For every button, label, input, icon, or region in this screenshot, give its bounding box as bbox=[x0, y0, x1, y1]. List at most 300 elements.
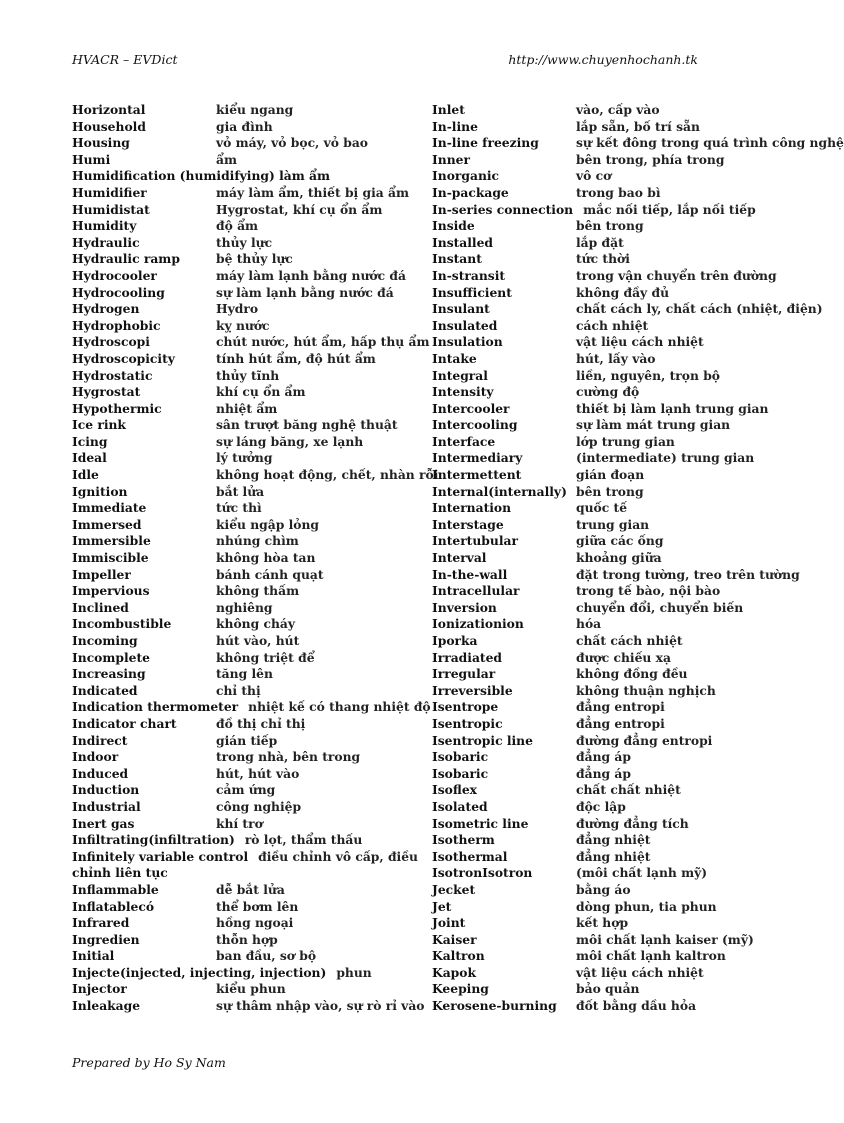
entry-term: Irreversible bbox=[432, 682, 513, 698]
entry-term: Integral bbox=[432, 367, 488, 383]
entry-definition: trung gian bbox=[576, 516, 650, 532]
glossary-entry bbox=[432, 351, 777, 368]
glossary-entry bbox=[432, 733, 777, 750]
entry-term: Immersed bbox=[72, 516, 142, 532]
glossary-entry bbox=[72, 168, 417, 185]
glossary-entry bbox=[432, 517, 777, 534]
glossary-entry bbox=[72, 467, 439, 484]
glossary-entry bbox=[432, 716, 777, 733]
glossary-entry bbox=[72, 384, 417, 401]
entry-term: Inclined bbox=[72, 599, 129, 615]
entry-definition: chỉ thị bbox=[216, 682, 261, 698]
entry-definition: dễ bắt lửa bbox=[216, 881, 285, 897]
entry-term: Inleakage bbox=[72, 998, 141, 1014]
entry-definition: không thuận nghịch bbox=[576, 682, 716, 698]
entry-term: Irregular bbox=[432, 666, 496, 682]
glossary-entry bbox=[72, 251, 417, 268]
glossary-entry bbox=[72, 766, 417, 783]
entry-term: Jecket bbox=[432, 881, 476, 897]
glossary-entry bbox=[432, 401, 777, 418]
entry-term: Humidifier bbox=[72, 184, 147, 200]
glossary-entry bbox=[72, 981, 417, 998]
entry-definition: không hòa tan bbox=[216, 550, 316, 566]
entry-definition: mắc nối tiếp, lắp nối tiếp bbox=[583, 201, 756, 217]
entry-definition: không hoạt động, chết, nhàn rỗi bbox=[216, 467, 439, 483]
glossary-entry bbox=[72, 865, 417, 882]
entry-term: Instant bbox=[432, 251, 482, 267]
glossary-entry bbox=[72, 484, 417, 501]
entry-term: Ignition bbox=[72, 483, 128, 499]
entry-term: Hydrostatic bbox=[72, 367, 153, 383]
glossary-entry bbox=[432, 434, 777, 451]
glossary-entry bbox=[432, 849, 777, 866]
entry-definition: bên trong bbox=[576, 483, 644, 499]
entry-definition: môi chất lạnh kaltron bbox=[576, 948, 726, 964]
glossary-entry bbox=[432, 235, 777, 252]
entry-term: Hydraulic bbox=[72, 234, 140, 250]
entry-term: Hydraulic ramp bbox=[72, 251, 180, 267]
glossary-entry bbox=[72, 533, 417, 550]
glossary-entry bbox=[72, 417, 417, 434]
glossary-entry bbox=[432, 318, 777, 335]
glossary-entry bbox=[72, 567, 417, 584]
glossary-entry bbox=[72, 666, 417, 683]
glossary-entry bbox=[72, 948, 417, 965]
entry-term: Kerosene-burning bbox=[432, 998, 557, 1014]
entry-definition: dòng phun, tia phun bbox=[576, 898, 717, 914]
entry-term: In-line bbox=[432, 118, 478, 134]
entry-definition: giữa các ống bbox=[576, 533, 664, 549]
entry-term: Indication thermometer bbox=[72, 699, 239, 715]
entry-term: Isentrope bbox=[432, 699, 499, 715]
glossary-entry bbox=[432, 202, 777, 219]
glossary-entry bbox=[432, 600, 777, 617]
entry-definition: nhiệt kế có thang nhiệt độ bbox=[248, 699, 431, 715]
entry-definition: trong tế bào, nội bào bbox=[576, 583, 721, 599]
entry-definition: lý tưởng bbox=[216, 450, 273, 466]
entry-definition: độ ẩm bbox=[216, 218, 259, 234]
entry-term: Humi bbox=[72, 151, 111, 167]
glossary-entry bbox=[72, 849, 417, 866]
glossary-entry bbox=[72, 749, 417, 766]
entry-definition: đẳng áp bbox=[576, 749, 631, 765]
entry-term: Isoflex bbox=[432, 782, 477, 798]
entry-definition: gia đình bbox=[216, 118, 273, 134]
glossary-entry bbox=[432, 533, 777, 550]
entry-definition: sự láng băng, xe lạnh bbox=[216, 433, 364, 449]
entry-definition: sân trượt băng nghệ thuật bbox=[216, 417, 398, 433]
glossary-entry bbox=[72, 616, 417, 633]
glossary-entry bbox=[72, 633, 417, 650]
entry-definition: tức thì bbox=[216, 500, 262, 516]
glossary-entry bbox=[72, 235, 417, 252]
entry-term: Intake bbox=[432, 350, 477, 366]
entry-term: Isothermal bbox=[432, 848, 508, 864]
glossary-entry bbox=[432, 566, 800, 584]
entry-definition: (intermediate) trung gian bbox=[576, 450, 755, 466]
entry-definition: máy làm ẩm, thiết bị gia ẩm bbox=[216, 184, 410, 200]
glossary-entry bbox=[432, 550, 777, 567]
entry-term: Ideal bbox=[72, 450, 107, 466]
glossary-entry bbox=[432, 865, 777, 882]
entry-definition: sự làm lạnh bằng nước đá bbox=[216, 284, 394, 300]
glossary-entry bbox=[432, 218, 777, 235]
glossary-entry bbox=[72, 102, 417, 119]
entry-definition: kiểu ngập lỏng bbox=[216, 516, 320, 532]
entry-definition: vật liệu cách nhiệt bbox=[576, 334, 704, 350]
entry-definition: bảo quản bbox=[576, 981, 640, 997]
entry-definition: độc lập bbox=[576, 798, 626, 814]
entry-term: Inner bbox=[432, 151, 470, 167]
entry-term: Humidistat bbox=[72, 201, 150, 217]
entry-definition: đẳng entropi bbox=[576, 699, 665, 715]
glossary-entry bbox=[72, 899, 417, 916]
entry-definition: đẳng áp bbox=[576, 765, 631, 781]
entry-term: Inert gas bbox=[72, 815, 135, 831]
entry-definition: môi chất lạnh kaiser (mỹ) bbox=[576, 931, 754, 947]
glossary-entry bbox=[72, 434, 417, 451]
entry-definition: sự làm mát trung gian bbox=[576, 417, 731, 433]
entry-term: Ice rink bbox=[72, 417, 126, 433]
glossary-entry bbox=[432, 998, 777, 1015]
entry-definition: không triệt để bbox=[216, 649, 315, 665]
entry-term: Idle bbox=[72, 467, 99, 483]
entry-definition: cách nhiệt bbox=[576, 317, 649, 333]
entry-term: Intracellular bbox=[432, 583, 520, 599]
entry-definition: thỗn hợp bbox=[216, 931, 278, 947]
glossary-entry bbox=[432, 650, 777, 667]
glossary-entry bbox=[432, 882, 777, 899]
entry-definition: đẳng entropi bbox=[576, 715, 665, 731]
glossary-entry bbox=[432, 301, 823, 318]
entry-term: Initial bbox=[72, 948, 115, 964]
entry-definition: đồ thị chỉ thị bbox=[216, 715, 306, 731]
entry-term: Isobaric bbox=[432, 749, 489, 765]
entry-definition: hút vào, hút bbox=[216, 633, 300, 648]
entry-definition: không cháy bbox=[216, 616, 296, 632]
header-url: http://www.chuyenhochanh.tk bbox=[508, 52, 698, 67]
entry-term: Injecte(injected, injecting, injection) bbox=[72, 964, 327, 980]
entry-term: Joint bbox=[432, 915, 466, 931]
entry-definition: vô cơ bbox=[576, 168, 612, 184]
entry-term: Infinitely variable control bbox=[72, 848, 249, 864]
entry-definition: trong vận chuyển trên đường bbox=[576, 267, 777, 283]
glossary-entry bbox=[72, 285, 417, 302]
entry-term: Inlet bbox=[432, 102, 465, 117]
entry-definition: Hygrostat, khí cụ ổn ẩm bbox=[216, 201, 383, 217]
glossary-entry bbox=[432, 583, 777, 600]
entry-term: Isolated bbox=[432, 798, 488, 814]
glossary-entry bbox=[432, 683, 777, 700]
entry-definition: thể bơm lên bbox=[216, 898, 299, 914]
glossary-entry bbox=[432, 450, 777, 467]
entry-definition: vật liệu cách nhiệt bbox=[576, 964, 704, 980]
glossary-entry bbox=[432, 152, 777, 169]
entry-definition: bánh cánh quạt bbox=[216, 566, 324, 582]
glossary-entry bbox=[432, 417, 777, 434]
entry-term: Insufficient bbox=[432, 284, 512, 300]
entry-term: Internation bbox=[432, 500, 512, 516]
glossary-entry bbox=[72, 301, 417, 318]
entry-term: Insulated bbox=[432, 317, 498, 333]
entry-definition: máy làm lạnh bằng nước đá bbox=[216, 267, 406, 283]
glossary-entry bbox=[72, 218, 417, 235]
entry-definition: không đầy đủ bbox=[576, 284, 670, 300]
entry-term: chỉnh liên tục bbox=[72, 865, 168, 881]
entry-definition: đặt trong tường, treo trên tường bbox=[576, 566, 800, 582]
entry-definition: lắp sẵn, bố trí sẵn bbox=[576, 118, 700, 134]
entry-definition: gián tiếp bbox=[216, 732, 278, 748]
entry-term: Indicator chart bbox=[72, 715, 177, 731]
entry-definition: hút, lấy vào bbox=[576, 350, 656, 366]
entry-definition: sự thâm nhập vào, sự rò rỉ vào bbox=[216, 998, 425, 1014]
entry-definition: sự kết đông trong quá trình công nghệ bbox=[576, 135, 844, 151]
entry-term: Immiscible bbox=[72, 550, 149, 566]
entry-definition: công nghiệp bbox=[216, 798, 302, 814]
entry-term: Hygrostat bbox=[72, 384, 141, 400]
entry-term: Hydrophobic bbox=[72, 317, 161, 333]
glossary-entry bbox=[72, 152, 417, 169]
entry-term: Horizontal bbox=[72, 102, 146, 117]
glossary-entry bbox=[432, 616, 777, 633]
entry-term: Kapok bbox=[432, 964, 476, 980]
glossary-entry bbox=[432, 816, 777, 833]
entry-definition: kết hợp bbox=[576, 915, 629, 931]
entry-definition: nhúng chìm bbox=[216, 533, 299, 549]
entry-definition: vào, cấp vào bbox=[576, 102, 660, 117]
glossary-entry bbox=[72, 965, 417, 982]
glossary-entry bbox=[432, 185, 777, 202]
entry-term: Incoming bbox=[72, 633, 138, 648]
entry-definition: cường độ bbox=[576, 384, 640, 400]
entry-term: Intermettent bbox=[432, 467, 522, 483]
glossary-entry bbox=[432, 119, 777, 136]
entry-definition: tính hút ẩm, độ hút ẩm bbox=[216, 350, 376, 366]
glossary-entry bbox=[72, 334, 430, 351]
entry-definition: thiết bị làm lạnh trung gian bbox=[576, 400, 769, 416]
entry-definition: thủy lực bbox=[216, 234, 273, 250]
entry-term: Ionizationion bbox=[432, 616, 524, 632]
entry-definition: rò lọt, thẩm thấu bbox=[244, 832, 363, 848]
entry-definition: lớp trung gian bbox=[576, 433, 675, 449]
glossary-entry bbox=[432, 268, 777, 285]
entry-term: Hydrocooling bbox=[72, 284, 165, 300]
glossary-entry bbox=[72, 998, 425, 1015]
glossary-entry bbox=[72, 500, 417, 517]
entry-term: Hypothermic bbox=[72, 400, 162, 416]
glossary-entry bbox=[72, 351, 417, 368]
glossary-entry bbox=[432, 500, 777, 517]
entry-term: Increasing bbox=[72, 666, 146, 682]
entry-term: In-package bbox=[432, 184, 509, 200]
entry-definition: chất cách ly, chất cách (nhiệt, điện) bbox=[576, 301, 823, 317]
entry-definition: chuyển đổi, chuyển biến bbox=[576, 599, 744, 615]
entry-term: Isobaric bbox=[432, 765, 489, 781]
entry-term: Hydrogen bbox=[72, 301, 140, 317]
entry-term: Inflammable bbox=[72, 881, 159, 897]
entry-term: Hydroscopicity bbox=[72, 350, 175, 366]
glossary-entry bbox=[432, 666, 777, 683]
entry-term: Indoor bbox=[72, 749, 119, 765]
entry-term: In-the-wall bbox=[432, 566, 508, 582]
glossary-entry bbox=[432, 484, 777, 501]
glossary-entry bbox=[72, 683, 417, 700]
entry-term: Kaiser bbox=[432, 931, 477, 947]
glossary-entry bbox=[72, 600, 417, 617]
entry-definition: bệ thủy lực bbox=[216, 251, 293, 267]
entry-term: Induced bbox=[72, 765, 129, 781]
entry-definition: kiểu ngang bbox=[216, 102, 294, 117]
entry-definition: trong bao bì bbox=[576, 184, 661, 200]
entry-term: Housing bbox=[72, 135, 130, 151]
entry-term: Inorganic bbox=[432, 168, 500, 184]
glossary-column-left bbox=[72, 102, 439, 1015]
entry-term: Inside bbox=[432, 218, 475, 234]
entry-term: Intercooler bbox=[432, 400, 510, 416]
entry-definition: không thấm bbox=[216, 583, 300, 599]
entry-definition: bằng áo bbox=[576, 881, 631, 897]
entry-term: Indirect bbox=[72, 732, 128, 748]
glossary-entry bbox=[432, 633, 777, 650]
page-header bbox=[72, 52, 698, 70]
entry-term: Jet bbox=[432, 898, 452, 914]
entry-definition: khí trơ bbox=[216, 815, 263, 831]
glossary-entry bbox=[432, 948, 777, 965]
glossary-entry bbox=[72, 517, 417, 534]
entry-definition: cảm ứng bbox=[216, 782, 276, 798]
glossary-entry bbox=[432, 749, 777, 766]
glossary-entry bbox=[72, 583, 417, 600]
entry-term: Ingredien bbox=[72, 931, 140, 947]
entry-definition: quốc tế bbox=[576, 500, 628, 516]
entry-term: Induction bbox=[72, 782, 140, 798]
entry-definition: được chiếu xạ bbox=[576, 649, 671, 665]
glossary-entry bbox=[72, 932, 417, 949]
entry-definition: liền, nguyên, trọn bộ bbox=[576, 367, 721, 383]
glossary-column-right bbox=[432, 102, 844, 1015]
entry-definition: tăng lên bbox=[216, 666, 273, 682]
glossary-entry bbox=[72, 816, 417, 833]
glossary-entry bbox=[432, 285, 777, 302]
entry-term: Insulant bbox=[432, 301, 490, 317]
glossary-entry bbox=[72, 185, 417, 202]
entry-definition: (môi chất lạnh mỹ) bbox=[576, 865, 708, 881]
entry-term: Inversion bbox=[432, 599, 497, 615]
entry-definition: hóa bbox=[576, 616, 602, 632]
glossary-entry bbox=[432, 168, 777, 185]
entry-definition: trong nhà, bên trong bbox=[216, 749, 361, 765]
glossary-entry bbox=[72, 716, 417, 733]
glossary-entry bbox=[432, 251, 777, 268]
entry-term: Intermediary bbox=[432, 450, 523, 466]
entry-term: Keeping bbox=[432, 981, 489, 997]
glossary-entry bbox=[432, 981, 777, 998]
glossary-entry bbox=[72, 450, 417, 467]
entry-term: Impeller bbox=[72, 566, 131, 582]
glossary-entry bbox=[432, 832, 777, 849]
entry-term: Intensity bbox=[432, 384, 494, 400]
entry-term: Injector bbox=[72, 981, 127, 997]
entry-definition: lắp đặt bbox=[576, 234, 624, 250]
glossary-entry bbox=[72, 268, 417, 285]
glossary-entry bbox=[72, 733, 417, 750]
glossary-entry bbox=[432, 782, 777, 799]
entry-definition: đường đẳng entropi bbox=[576, 732, 713, 748]
entry-definition: bên trong, phía trong bbox=[576, 151, 725, 167]
entry-definition: bên trong bbox=[576, 218, 644, 234]
entry-term: Internal(internally) bbox=[432, 483, 567, 499]
glossary-entry bbox=[432, 915, 777, 932]
glossary-entry bbox=[72, 782, 417, 799]
page-footer: Prepared by Ho Sy Nam bbox=[72, 1055, 226, 1070]
entry-definition: hồng ngoại bbox=[216, 915, 294, 931]
entry-term: Kaltron bbox=[432, 948, 485, 964]
entry-term: Icing bbox=[72, 433, 108, 449]
entry-term: Infrared bbox=[72, 915, 130, 931]
entry-term: Irradiated bbox=[432, 649, 503, 665]
entry-definition: chất cách nhiệt bbox=[576, 633, 683, 648]
entry-term: Immersible bbox=[72, 533, 151, 549]
glossary-entry bbox=[432, 368, 777, 385]
entry-definition: vỏ máy, vỏ bọc, vỏ bao bbox=[216, 135, 369, 151]
entry-term: Isentropic bbox=[432, 715, 503, 731]
entry-term: Isometric line bbox=[432, 815, 529, 831]
entry-definition: nghiêng bbox=[216, 599, 273, 615]
entry-term: Hydrocooler bbox=[72, 267, 157, 283]
entry-term: Indicated bbox=[72, 682, 138, 698]
entry-definition: đốt bằng dầu hỏa bbox=[576, 998, 697, 1014]
entry-term: Interstage bbox=[432, 516, 504, 532]
entry-term: Incombustible bbox=[72, 616, 172, 632]
entry-term: Isentropic line bbox=[432, 732, 533, 748]
entry-definition: đẳng nhiệt bbox=[576, 848, 651, 864]
entry-definition: chút nước, hút ẩm, hấp thụ ẩm bbox=[216, 334, 430, 350]
glossary-entry bbox=[72, 135, 417, 152]
glossary-entry bbox=[432, 799, 777, 816]
glossary-entry bbox=[72, 915, 417, 932]
glossary-entry bbox=[72, 799, 417, 816]
glossary-entry bbox=[432, 102, 777, 119]
entry-definition: phun bbox=[336, 964, 372, 980]
entry-definition: chất chất nhiệt bbox=[576, 782, 681, 798]
entry-term: Isotherm bbox=[432, 832, 495, 848]
glossary-entry bbox=[432, 467, 777, 484]
entry-definition: kỵ nước bbox=[216, 317, 270, 333]
glossary-entry bbox=[72, 401, 417, 418]
glossary-entry bbox=[432, 384, 777, 401]
entry-term: Industrial bbox=[72, 798, 141, 814]
entry-definition: hút, hút vào bbox=[216, 765, 300, 781]
entry-definition: thủy tĩnh bbox=[216, 367, 280, 383]
glossary-entry bbox=[72, 202, 417, 219]
glossary-entry bbox=[72, 119, 417, 136]
glossary-entry bbox=[432, 334, 777, 351]
glossary-entry bbox=[72, 699, 431, 716]
entry-term: Intertubular bbox=[432, 533, 518, 549]
glossary-entry bbox=[432, 899, 777, 916]
glossary-entry bbox=[432, 699, 777, 716]
glossary-entry bbox=[432, 932, 777, 949]
entry-term: Impervious bbox=[72, 583, 150, 599]
entry-term: Insulation bbox=[432, 334, 503, 350]
entry-definition: điều chỉnh vô cấp, điều bbox=[258, 848, 418, 864]
entry-definition: không đồng đều bbox=[576, 666, 688, 682]
entry-term: Humidification (humidifying) làm ẩm bbox=[72, 168, 330, 184]
entry-definition: đường đẳng tích bbox=[576, 815, 689, 831]
entry-term: Hydroscopi bbox=[72, 334, 150, 350]
entry-definition: khoảng giữa bbox=[576, 550, 662, 566]
entry-definition: đẳng nhiệt bbox=[576, 832, 651, 848]
